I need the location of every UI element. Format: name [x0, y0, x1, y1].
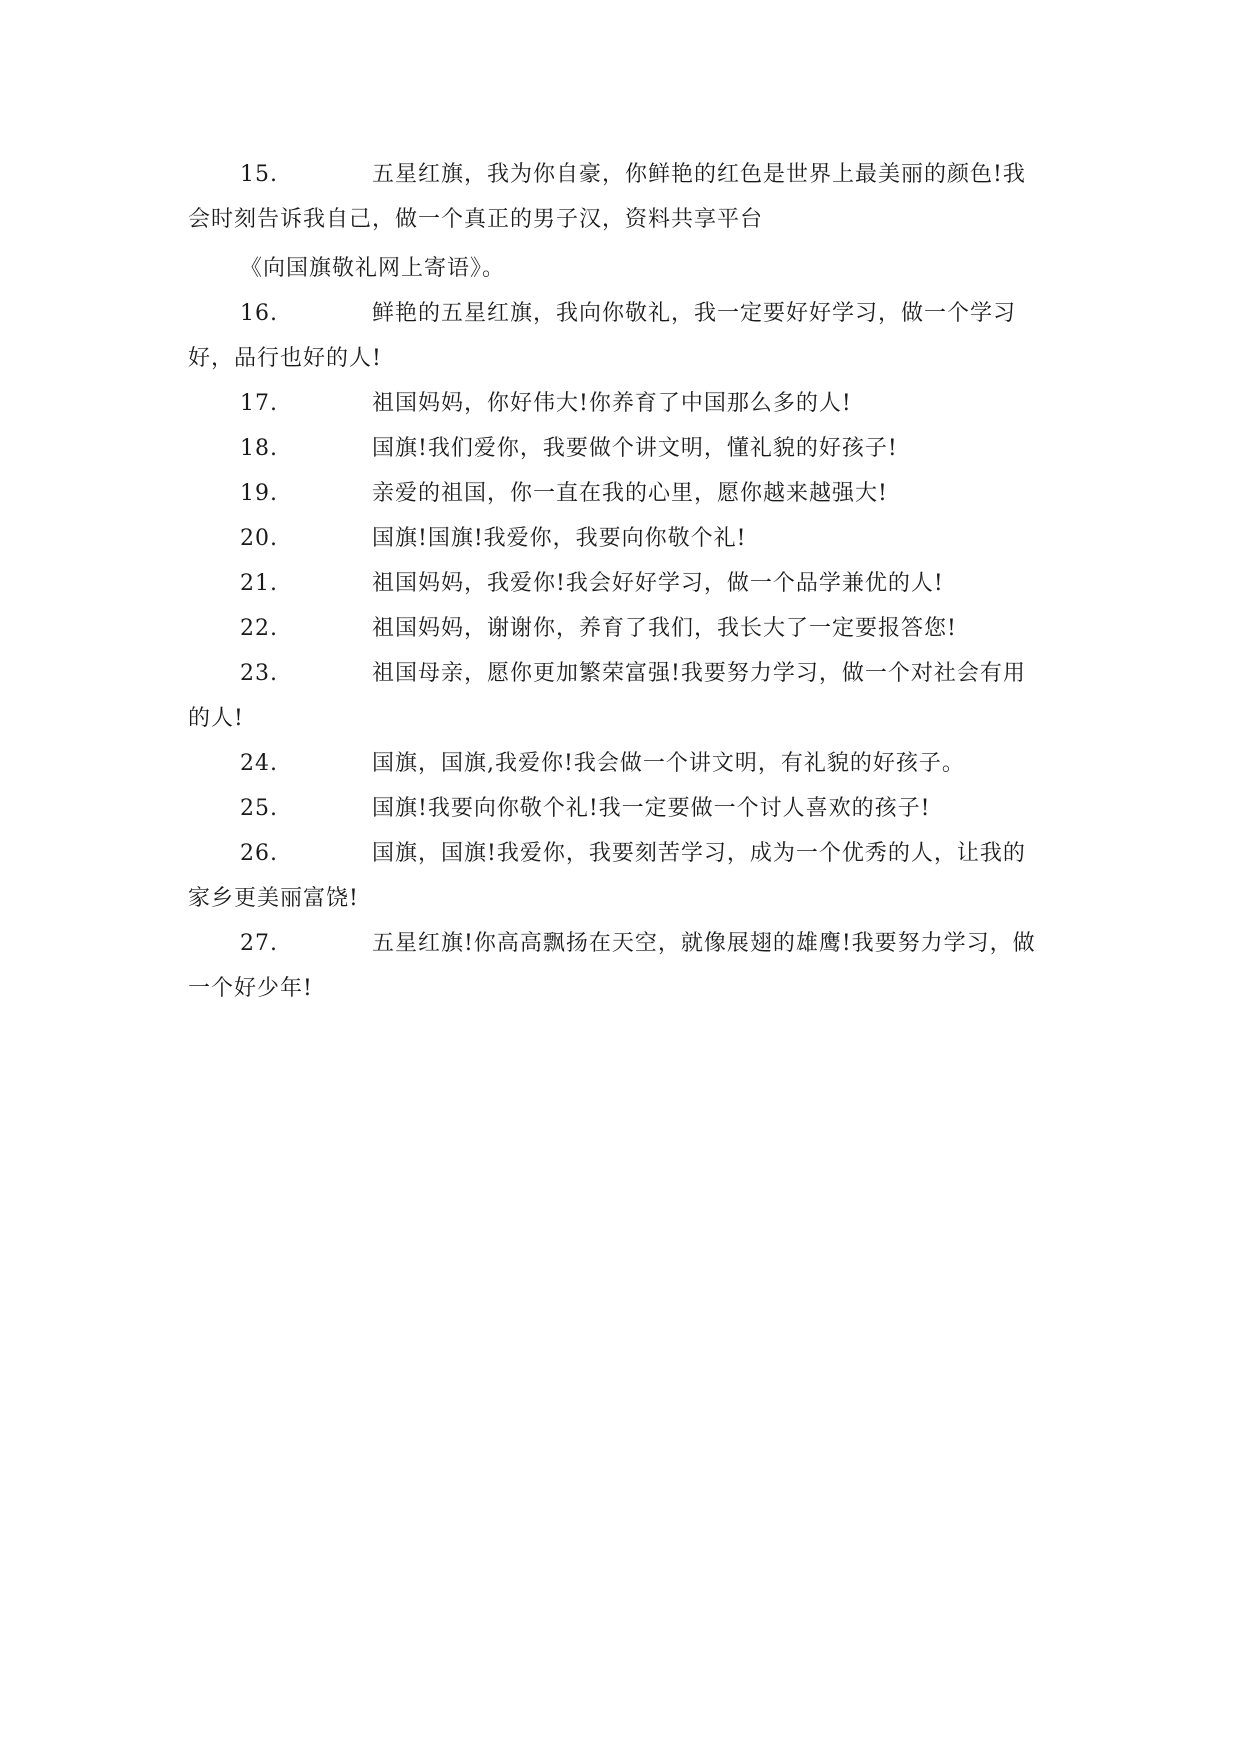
document-body	[188, 152, 1058, 1011]
item-number: 27.	[240, 931, 278, 956]
list-item-22-first-line	[188, 606, 1058, 651]
list-item-15-first-line	[188, 152, 1058, 197]
item-text: 祖国母亲，愿你更加繁荣富强!我要努力学习，做一个对社会有用	[372, 661, 1026, 686]
item-text: 国旗!国旗!我爱你，我要向你敬个礼!	[372, 526, 747, 551]
item-text: 祖国妈妈，你好伟大!你养育了中国那么多的人!	[372, 391, 852, 416]
item-text-continuation: 家乡更美丽富饶!	[188, 886, 359, 911]
list-item-19-first-line	[188, 471, 1058, 516]
item-number: 15.	[240, 162, 278, 187]
item-number: 19.	[240, 481, 278, 506]
list-item-25-first-line	[188, 786, 1058, 831]
list-item-16-first-line	[188, 291, 1058, 336]
list-item-21	[188, 561, 1058, 606]
list-item-17	[188, 381, 1058, 426]
item-text: 国旗!我要向你敬个礼!我一定要做一个讨人喜欢的孩子!	[372, 796, 931, 821]
list-item-22	[188, 606, 1058, 651]
item-text: 五星红旗，我为你自豪，你鲜艳的红色是世界上最美丽的颜色!我	[372, 162, 1026, 187]
item-number: 22.	[240, 616, 278, 641]
item-text: 鲜艳的五星红旗，我向你敬礼，我一定要好好学习，做一个学习	[372, 301, 1017, 326]
item-number: 21.	[240, 571, 278, 596]
list-item-23-first-line	[188, 651, 1058, 696]
item-text-continuation: 一个好少年!	[188, 976, 313, 1001]
list-item-20	[188, 516, 1058, 561]
list-item-26-first-line	[188, 831, 1058, 876]
item-text: 五星红旗!你高高飘扬在天空，就像展翅的雄鹰!我要努力学习，做	[372, 931, 1036, 956]
item-text: 国旗，国旗!我爱你，我要刻苦学习，成为一个优秀的人，让我的	[372, 841, 1026, 866]
item-text: 国旗，国旗,我爱你!我会做一个讲文明，有礼貌的好孩子。	[372, 751, 965, 776]
item-number: 18.	[240, 436, 278, 461]
item-number: 17.	[240, 391, 278, 416]
list-item-27	[188, 921, 1058, 1011]
list-item-25	[188, 786, 1058, 831]
list-item-16	[188, 291, 1058, 381]
item-text: 祖国妈妈，谢谢你，养育了我们，我长大了一定要报答您!	[372, 616, 957, 641]
list-item-24	[188, 741, 1058, 786]
list-item-27-first-line	[188, 921, 1058, 966]
item-number: 23.	[240, 661, 278, 686]
list-item-24-first-line	[188, 741, 1058, 786]
item-text-continuation: 好，品行也好的人!	[188, 346, 382, 371]
item-text: 国旗!我们爱你，我要做个讲文明，懂礼貌的好孩子!	[372, 436, 898, 461]
item-number: 25.	[240, 796, 278, 821]
item-number: 26.	[240, 841, 278, 866]
item-text: 亲爱的祖国，你一直在我的心里，愿你越来越强大!	[372, 481, 888, 506]
list-item-19	[188, 471, 1058, 516]
list-item-17-first-line	[188, 381, 1058, 426]
list-item-18-first-line	[188, 426, 1058, 471]
item-number: 16.	[240, 301, 278, 326]
list-item-21-first-line	[188, 561, 1058, 606]
source-reference: 《向国旗敬礼网上寄语》。	[240, 256, 506, 281]
list-item-18	[188, 426, 1058, 471]
item-text: 祖国妈妈，我爱你!我会好好学习，做一个品学兼优的人!	[372, 571, 944, 596]
item-text-continuation: 的人!	[188, 706, 244, 731]
list-item-26	[188, 831, 1058, 921]
list-item-20-first-line	[188, 516, 1058, 561]
list-item-23	[188, 651, 1058, 741]
item-number: 20.	[240, 526, 278, 551]
item-number: 24.	[240, 751, 278, 776]
list-item-15	[188, 152, 1058, 242]
item-text-continuation: 会时刻告诉我自己，做一个真正的男子汉，资料共享平台	[188, 207, 764, 232]
